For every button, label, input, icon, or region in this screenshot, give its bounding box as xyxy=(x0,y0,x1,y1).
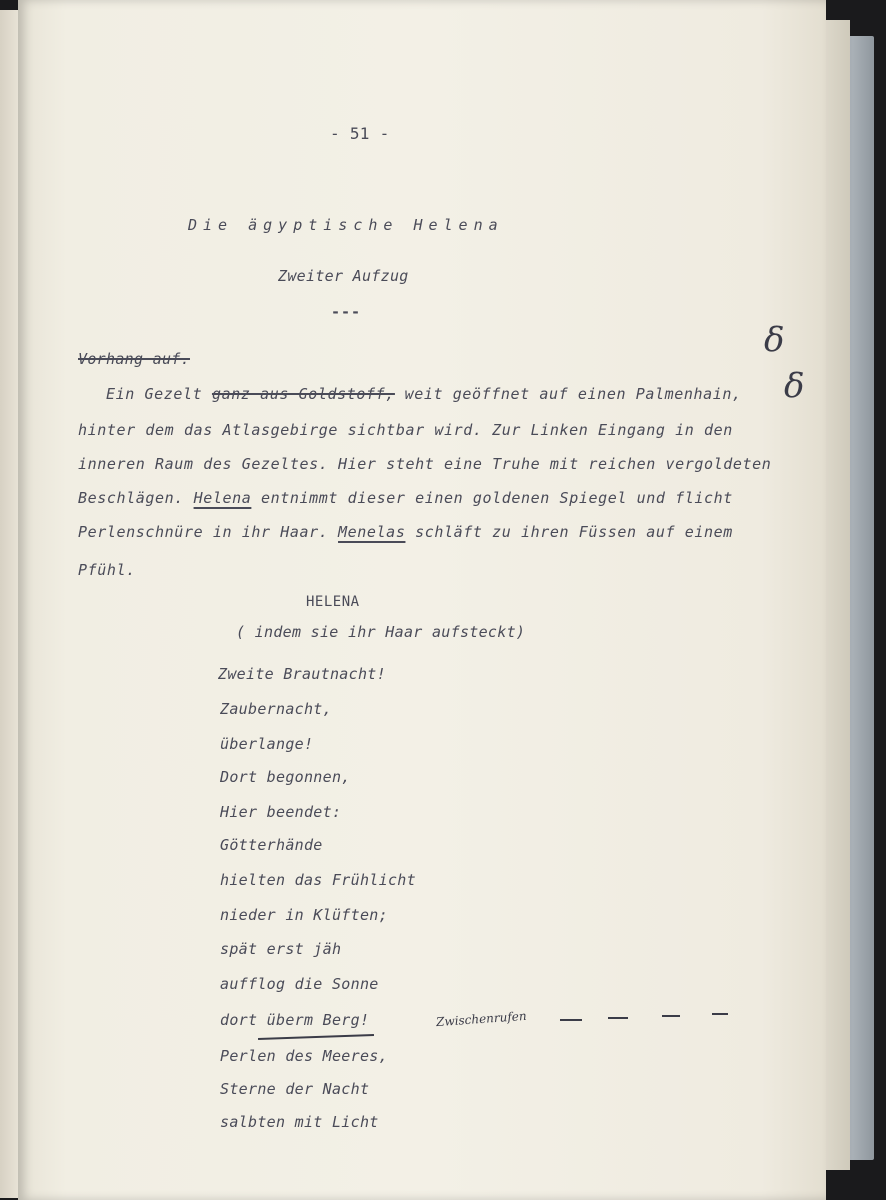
underlined-name: Helena xyxy=(193,489,252,507)
struck-stage-direction: Vorhang auf. xyxy=(78,350,190,368)
verse-line: dort überm Berg! xyxy=(220,1011,370,1029)
prose-line xyxy=(78,421,733,439)
verse-line: salbten mit Licht xyxy=(220,1113,379,1131)
verse-line: nieder in Klüften; xyxy=(220,906,388,924)
prose-text: weit geöffnet auf einen Palmenhain, xyxy=(394,385,742,403)
prose-text: entnimmt dieser einen goldenen Spiegel und flicht xyxy=(251,489,733,507)
prose-line xyxy=(78,455,771,473)
prose-line xyxy=(78,561,136,579)
handwritten-note: Zwischenrufen xyxy=(435,1008,528,1030)
struck-text: ganz aus Goldstoff, xyxy=(211,385,395,403)
verse-line: überlange! xyxy=(220,735,314,753)
play-title: Die ägyptische Helena xyxy=(188,216,504,234)
pencil-dash xyxy=(560,1019,582,1021)
verse-line: hielten das Frühlicht xyxy=(220,871,416,889)
verse-line: Hier beendet: xyxy=(220,803,342,821)
pencil-dash xyxy=(608,1017,628,1019)
prose-text: hinter dem das Atlasgebirge sichtbar wird. Zur Linken Eingang in den xyxy=(78,421,733,439)
prose-text: Perlenschnüre in ihr Haar. xyxy=(78,523,339,541)
prose-text: schläft zu ihren Füssen auf einem xyxy=(405,523,733,541)
verse-line: spät erst jäh xyxy=(220,940,342,958)
verse-line: Dort begonnen, xyxy=(220,768,351,786)
prose-line xyxy=(106,385,742,403)
page-number: - 51 - xyxy=(330,124,390,143)
verse-line: Zweite Brautnacht! xyxy=(218,665,386,683)
prose-text: Beschlägen. xyxy=(78,489,194,507)
verse-line: Perlen des Meeres, xyxy=(220,1047,388,1065)
verse-line: Sterne der Nacht xyxy=(220,1080,370,1098)
speaker-name: HELENA xyxy=(306,594,360,610)
verse-line: Götterhände xyxy=(220,836,323,854)
underlined-name: Menelas xyxy=(338,523,406,541)
margin-mark: δ xyxy=(764,320,785,360)
stage-direction: ( indem sie ihr Haar aufsteckt) xyxy=(236,623,526,641)
pencil-dash xyxy=(712,1013,728,1015)
verse-line: Zaubernacht, xyxy=(220,700,332,718)
prose-text: Pfühl. xyxy=(78,561,136,579)
margin-mark: δ xyxy=(784,366,805,406)
pencil-dash xyxy=(662,1015,680,1017)
verse-line: aufflog die Sonne xyxy=(220,975,379,993)
act-title: Zweiter Aufzug xyxy=(278,267,409,285)
prose-line xyxy=(78,489,733,507)
prose-text: Ein Gezelt xyxy=(106,385,212,403)
prose-text: inneren Raum des Gezeltes. Hier steht eine Truhe mit reichen vergoldeten xyxy=(78,455,772,473)
prose-line xyxy=(78,523,733,541)
separator: --- xyxy=(331,303,362,321)
pencil-underline xyxy=(258,1034,374,1040)
manuscript-page xyxy=(18,0,826,1200)
